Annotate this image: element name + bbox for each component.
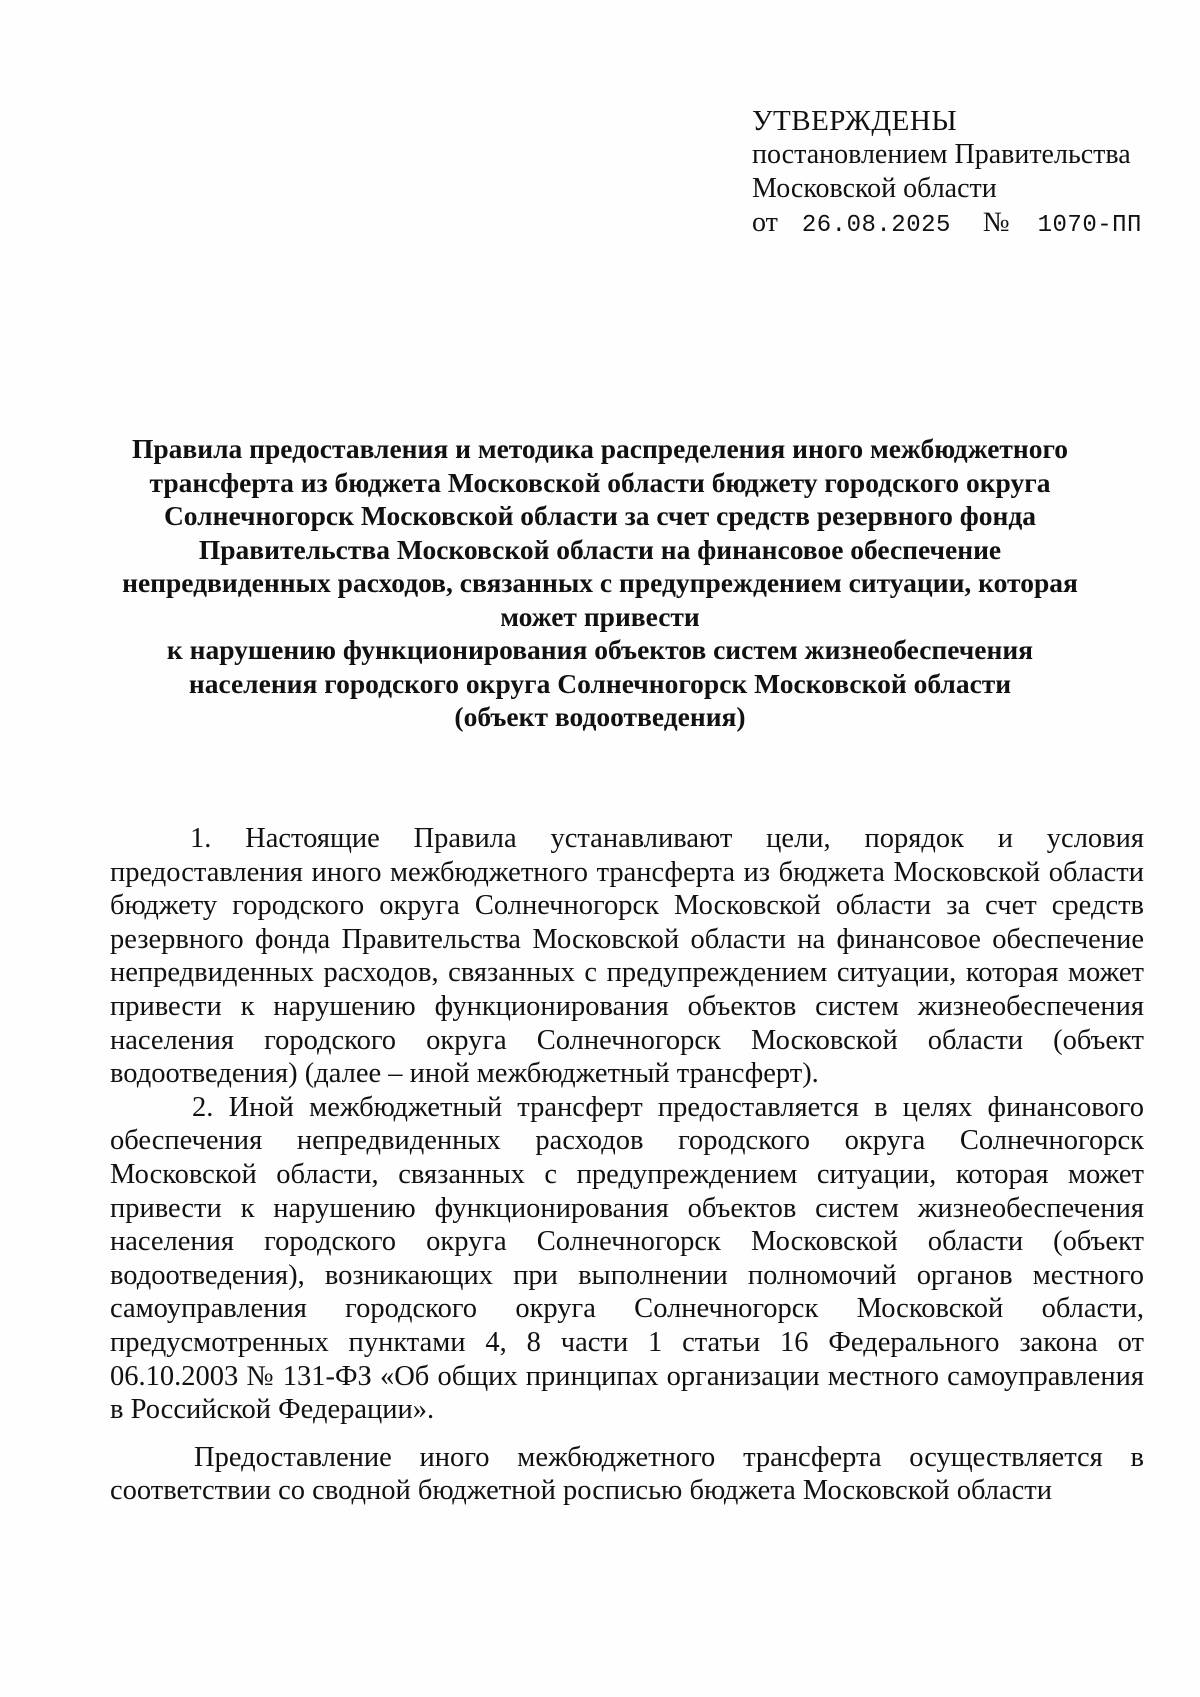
approval-number-sign: № (982, 207, 1010, 238)
title-line: может привести (500, 600, 700, 632)
approval-date-row (752, 206, 1172, 243)
title-line: к нарушению функционирования объектов систем жизнеобеспечения (166, 634, 1034, 665)
document-title (118, 432, 1082, 734)
title-line: непредвиденных расходов, связанных с предупреждением ситуации, которая (122, 567, 1078, 598)
approval-number: 1070-ПП (1037, 212, 1142, 239)
approval-date: 26.08.2025 (801, 212, 951, 239)
paragraph-3: Предоставление иного межбюджетного трансферта осуществляется в соответствии со сводной бюджетной росписью бюджета Московской области (110, 1441, 1144, 1507)
document-body (110, 822, 1144, 1508)
title-line: Правила предоставления и методика распределения иного межбюджетного (131, 433, 1069, 464)
approval-line-2: Московской области (752, 173, 997, 204)
approval-stamp (752, 104, 1172, 243)
title-line: Солнечногорск Московской области за счет средств резервного фонда (163, 500, 1037, 531)
approval-line-1: постановлением Правительства (752, 139, 1131, 170)
title-line: населения городского округа Солнечногорск Московской области (188, 667, 1012, 699)
paragraph-1: 1. Настоящие Правила устанавливают цели, порядок и условия предоставления иного межбюджетного трансферта из бюджета Московской области бюджету городского округа Солнечногорск Московской области за счет средств резервного фонда Правительства Московской области на финансовое обеспечение непредвиденных расходов, связанных с предупреждением ситуации, которая может привести к нарушению функционирования объектов систем жизнеобеспечения населения городского округа Солнечногорск Московской области (объект водоотведения) (далее – иной межбюджетный трансферт). (110, 823, 1144, 1090)
approval-date-prefix: от (752, 207, 778, 238)
title-line: трансферта из бюджета Московской области бюджету городского округа (149, 466, 1051, 498)
paragraph-2: 2. Иной межбюджетный трансферт предоставляется в целях финансового обеспечения непредвиденных расходов городского округа Солнечногорск Московской области, связанных с предупреждением ситуации, которая может привести к нарушению функционирования объектов систем жизнеобеспечения населения городского округа Солнечногорск Московской области (объект водоотведения), возникающих при выполнении полномочий органов местного самоуправления городского округа Солнечногорск Московской области, предусмотренных пунктами 4, 8 части 1 статьи 16 Федерального закона от 06.10.2003 № 131-ФЗ «Об общих принципах организации местного самоуправления в Российской Федерации». (110, 1091, 1144, 1426)
title-line: Правительства Московской области на финансовое обеспечение (198, 533, 1002, 565)
title-line: (объект водоотведения) (454, 701, 746, 732)
approval-heading: УТВЕРЖДЕНЫ (752, 105, 958, 137)
